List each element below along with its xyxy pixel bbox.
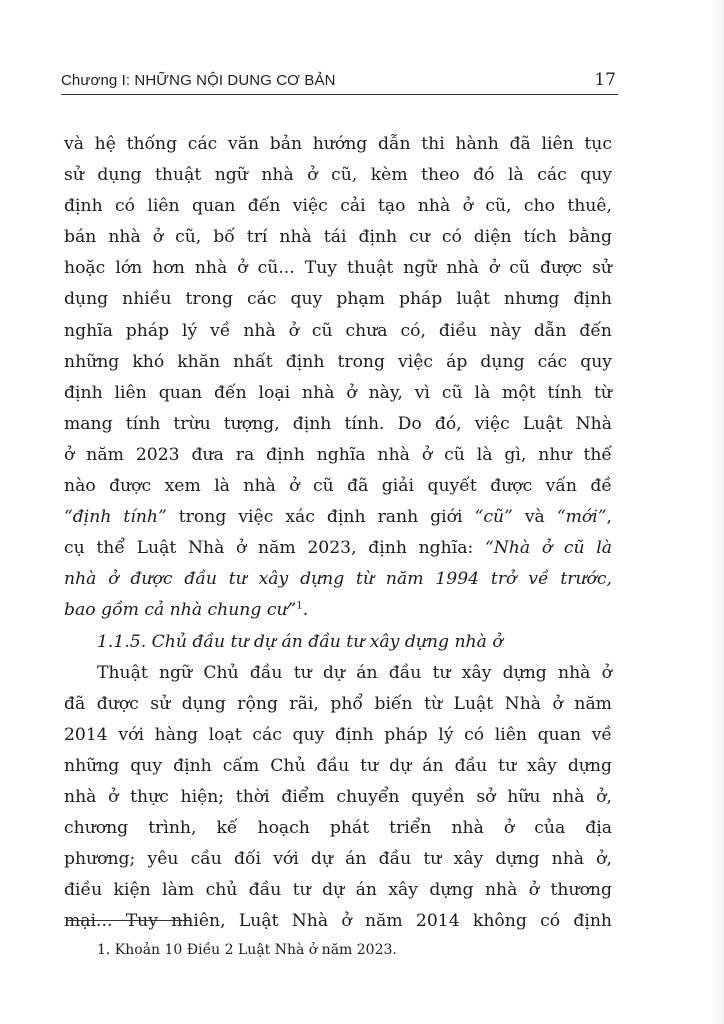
text-line: những quy định cấm Chủ đầu tư dự án đầu tư xây dựng <box>64 755 612 776</box>
text-line: 2014 với hàng loạt các quy định pháp lý có liên quan về <box>64 724 612 745</box>
footnote-marker[interactable]: 1 <box>296 600 303 612</box>
text-run: cụ thể Luật Nhà ở năm 2023, định nghĩa: <box>64 538 485 559</box>
page-number: 17 <box>594 70 616 90</box>
text-line: mại... Tuy nhiên, Luật Nhà ở năm 2014 không có định <box>64 911 612 932</box>
text-line: chương trình, kế hoạch phát triển nhà ở của địa <box>64 818 612 839</box>
text-line: dụng nhiều trong các quy phạm pháp luật nhưng định <box>64 289 612 310</box>
text-line: bán nhà ở cũ, bố trí nhà tái định cư có diện tích bằng <box>64 227 612 248</box>
text-run: , <box>606 507 612 528</box>
text-line: hoặc lớn hơn nhà ở cũ... Tuy thuật ngữ nhà ở cũ được sử <box>64 258 612 279</box>
text-line: ở năm 2023 đưa ra định nghĩa nhà ở cũ là gì, như thế <box>64 444 612 465</box>
text-line: nào được xem là nhà ở cũ đã giải quyết được vấn đề <box>64 476 612 497</box>
body-text <box>64 129 612 937</box>
quoted-term: “định tính” <box>64 507 167 528</box>
text-line: nhà ở thực hiện; thời điểm chuyển quyền sở hữu nhà ở, <box>64 786 612 807</box>
text-run: và <box>512 507 557 528</box>
text-line: phương; yêu cầu đối với dự án đầu tư xây dựng nhà ở, <box>64 849 612 870</box>
quotation: bao gồm cả nhà chung cư” <box>64 600 297 621</box>
quoted-term: “mới” <box>556 507 607 528</box>
text-line-quotation: nhà ở được đầu tư xây dựng từ năm 1994 trở về trước, <box>64 569 612 590</box>
running-header <box>61 70 618 95</box>
text-line: điều kiện làm chủ đầu tư dự án xây dựng nhà ở thương <box>64 880 612 901</box>
page-edge-shadow <box>710 0 724 1024</box>
footnote-divider <box>66 920 190 921</box>
text-line: sử dụng thuật ngữ nhà ở cũ, kèm theo đó là các quy <box>64 165 612 186</box>
text-line <box>64 533 612 564</box>
text-line: những khó khăn nhất định trong việc áp dụng các quy <box>64 351 612 372</box>
text-run: trong việc xác định ranh giới <box>166 507 475 528</box>
text-line <box>64 502 612 533</box>
section-heading: 1.1.5. Chủ đầu tư dự án đầu tư xây dựng nhà ở <box>97 631 503 652</box>
chapter-title: Chương I: NHỮNG NỘI DUNG CƠ BẢN <box>61 72 336 89</box>
text-run: . <box>302 600 309 621</box>
text-line: đã được sử dụng rộng rãi, phổ biến từ Luật Nhà ở năm <box>64 693 612 714</box>
text-line <box>64 595 612 626</box>
text-line: định có liên quan đến việc cải tạo nhà ở cũ, cho thuê, <box>64 196 612 217</box>
text-line: và hệ thống các văn bản hướng dẫn thi hành đã liên tục <box>64 134 612 154</box>
text-line: định liên quan đến loại nhà ở này, vì cũ là một tính từ <box>64 382 612 403</box>
text-line: Thuật ngữ Chủ đầu tư dự án đầu tư xây dựng nhà ở <box>97 662 612 683</box>
footnote: 1. Khoản 10 Điều 2 Luật Nhà ở năm 2023. <box>97 942 397 958</box>
text-line: mang tính trừu tượng, định tính. Do đó, việc Luật Nhà <box>64 413 612 434</box>
text-line: nghĩa pháp lý về nhà ở cũ chưa có, điều này dẫn đến <box>64 320 612 341</box>
quotation: “Nhà ở cũ là <box>484 538 612 559</box>
quoted-term: “cũ” <box>474 507 513 528</box>
